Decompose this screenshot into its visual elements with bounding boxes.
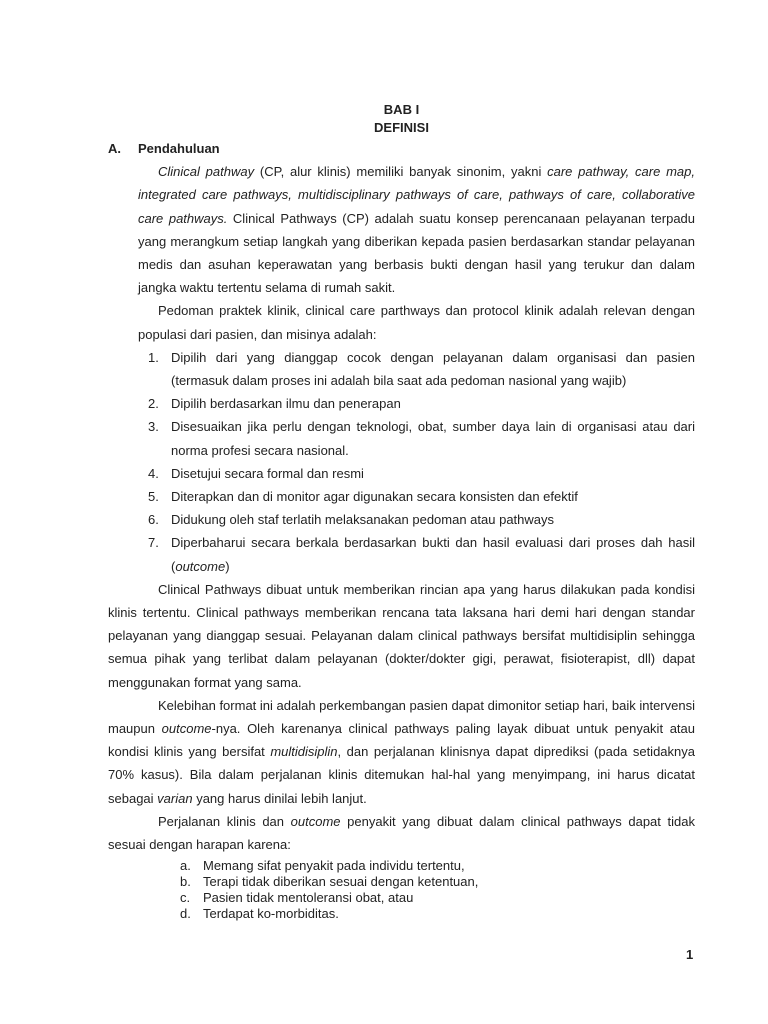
text-run: Dipilih dari yang dianggap cocok dengan pelayanan dalam organisasi dan pasien (termasuk dalam proses ini adalah bila saat ada pedoman nasional yang wajib) <box>171 349 695 389</box>
text-run: Clinical Pathways (CP) adalah suatu konsep perencanaan pelayanan terpadu yang merangkum setiap langkah yang diberikan kepada pasien berdasarkan standar pelayanan medis dan asuhan keperawatan yang berbasis bukti dengan hasil yang terukur dan dalam jangka waktu tertentu selama di rumah sakit. <box>138 210 696 296</box>
numbered-list-item <box>148 485 695 508</box>
text-run: Disetujui secara formal dan resmi <box>171 465 364 481</box>
list-item-text: Terapi tidak diberikan sesuai dengan ketentuan, <box>203 874 479 890</box>
italic-text-run: outcome <box>161 721 212 737</box>
body-paragraph <box>108 694 695 810</box>
text-run: ) <box>225 558 230 574</box>
lettered-list-item <box>180 874 695 890</box>
list-item-text: Pasien tidak mentoleransi obat, atau <box>203 890 414 906</box>
text-run: penyakit yang dibuat dalam clinical pathways dapat tidak sesuai dengan harapan karena: <box>108 813 695 853</box>
body-paragraph <box>108 810 695 856</box>
body-paragraph <box>108 578 695 694</box>
italic-text-run: varian <box>157 790 193 806</box>
intro-paragraph <box>138 299 695 345</box>
intro-section <box>138 160 695 346</box>
section-marker: A. <box>108 141 121 156</box>
italic-text-run: care pathway, care map, integrated care pathways, multidisciplinary pathways of care, pathways of care, collaborative care pathways. <box>138 164 695 226</box>
text-run: -nya. Oleh karenanya clinical pathways paling layak dibuat untuk penyakit atau kondisi klinis yang bersifat <box>108 721 696 760</box>
list-item-text <box>171 392 695 415</box>
list-item-text <box>171 531 695 577</box>
text-run: Dipilih berdasarkan ilmu dan penerapan <box>171 396 401 412</box>
numbered-list-item <box>148 415 695 461</box>
page-number: 1 <box>686 947 694 962</box>
numbered-list-item <box>148 462 695 485</box>
italic-text-run: outcome <box>290 813 341 829</box>
list-number: 4. <box>148 465 159 481</box>
list-item-text <box>171 346 695 392</box>
list-number: 5. <box>148 489 159 505</box>
list-item-text <box>171 462 695 485</box>
numbered-list-item <box>148 346 695 392</box>
chapter-label: BAB I <box>383 102 420 117</box>
text-run: Didukung oleh staf terlatih melaksanakan pedoman atau pathways <box>171 512 555 528</box>
section-heading <box>108 137 695 160</box>
list-letter: a. <box>180 858 191 874</box>
intro-paragraph <box>138 160 695 299</box>
text-run: Kelebihan format ini adalah perkembangan pasien dapat dimonitor setiap hari, baik intervensi maupun <box>108 697 695 737</box>
lettered-list-item <box>180 858 695 874</box>
page-content <box>108 101 695 922</box>
numbered-list <box>148 346 695 578</box>
text-run: Perjalanan klinis dan <box>158 813 291 829</box>
chapter-title: DEFINISI <box>374 120 429 135</box>
list-number: 6. <box>148 512 159 528</box>
text-run: (CP, alur klinis) memiliki banyak sinonim, yakni <box>254 164 548 180</box>
text-run: Pedoman praktek klinik, clinical care parthways dan protocol klinik adalah relevan dengan populasi dari pasien, dan misinya adalah: <box>138 303 695 342</box>
list-letter: c. <box>180 890 191 906</box>
lettered-list-item <box>180 906 695 922</box>
list-number: 3. <box>148 419 159 435</box>
text-run: Clinical Pathways dibuat untuk memberikan rincian apa yang harus dilakukan pada kondisi klinis tertentu. Clinical pathways memberikan rencana tata laksana hari demi hari dengan standar pelayanan yang dianggap sesuai. Pelayanan dalam clinical pathways bersifat multidisiplin sehingga semua pihak yang terlibat dalam pelayanan (dokter/dokter gigi, perawat, fisioterapist, dll) dapat menggunakan format yang sama. <box>108 581 695 690</box>
list-item-text <box>171 485 695 508</box>
italic-text-run: multidisiplin <box>270 744 338 760</box>
list-item-text: Memang sifat penyakit pada individu tertentu, <box>203 858 465 874</box>
numbered-list-item <box>148 531 695 577</box>
list-number: 7. <box>148 535 159 551</box>
numbered-list-item <box>148 392 695 415</box>
numbered-list-item <box>148 508 695 531</box>
text-run: yang harus dinilai lebih lanjut. <box>192 790 367 806</box>
list-number: 1. <box>148 349 159 365</box>
text-run: Disesuaikan jika perlu dengan teknologi, obat, sumber daya lain di organisasi atau dari norma profesi secara nasional. <box>171 419 695 458</box>
list-item-text: Terdapat ko-morbiditas. <box>203 906 339 922</box>
list-item-text <box>171 508 695 531</box>
list-letter: d. <box>180 906 191 922</box>
italic-text-run: outcome <box>175 558 226 574</box>
text-run: Diperbaharui secara berkala berdasarkan bukti dan hasil evaluasi dari proses dah hasil ( <box>171 535 695 574</box>
list-item-text <box>171 415 695 461</box>
text-run: Diterapkan dan di monitor agar digunakan secara konsisten dan efektif <box>171 489 578 505</box>
italic-text-run: Clinical pathway <box>158 164 255 180</box>
body-section <box>108 578 695 856</box>
lettered-list <box>180 858 695 922</box>
list-number: 2. <box>148 396 159 412</box>
lettered-list-item <box>180 890 695 906</box>
list-letter: b. <box>180 874 191 890</box>
text-run: , dan perjalanan klinisnya dapat diprediksi (pada setidaknya 70% kasus). Bila dalam perjalanan klinis ditemukan hal-hal yang menyimpang, ini harus dicatat sebagai <box>108 744 695 806</box>
section-title: Pendahuluan <box>138 141 220 156</box>
